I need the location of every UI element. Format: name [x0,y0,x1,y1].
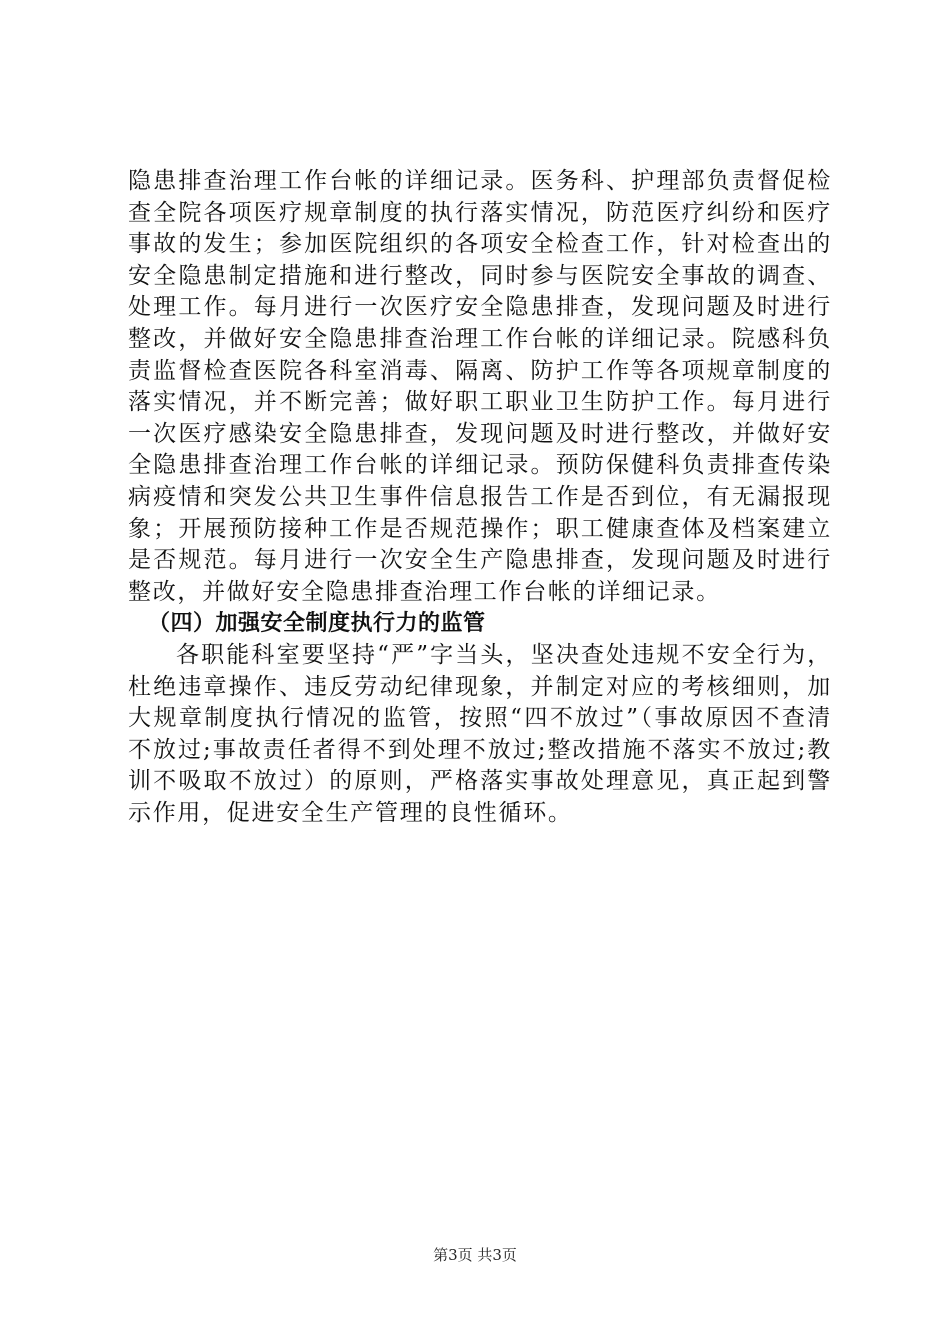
body-paragraph: 隐患排查治理工作台帐的详细记录。医务科、护理部负责督促检查全院各项医疗规章制度的执行落实情况，防范医疗纠纷和医疗事故的发生；参加医院组织的各项安全检查工作，针对检查出的安全隐患制定措施和进行整改，同时参与医院安全事故的调查、处理工作。每月进行一次医疗安全隐患排查，发现问题及时进行整改，并做好安全隐患排查治理工作台帐的详细记录。院感科负责监督检查医院各科室消毒、隔离、防护工作等各项规章制度的落实情况，并不断完善；做好职工职业卫生防护工作。每月进行一次医疗感染安全隐患排查，发现问题及时进行整改，并做好安全隐患排查治理工作台帐的详细记录。预防保健科负责排查传染病疫情和突发公共卫生事件信息报告工作是否到位，有无漏报现象；开展预防接种工作是否规范操作；职工健康查体及档案建立是否规范。每月进行一次安全生产隐患排查，发现问题及时进行整改，并做好安全隐患排查治理工作台帐的详细记录。 [128,168,832,605]
body-paragraph: 各职能科室要坚持“严”字当头，坚决查处违规不安全行为，杜绝违章操作、违反劳动纪律现象，并制定对应的考核细则，加大规章制度执行情况的监管，按照“四不放过”（事故原因不查清不放过;事故责任者得不到处理不放过;整改措施不落实不放过;教训不吸取不放过）的原则，严格落实事故处理意见，真正起到警示作用，促进安全生产管理的良性循环。 [128,641,832,826]
page-footer: 第3页 共3页 [433,1246,517,1264]
document-body [128,166,832,829]
section-heading: （四）加强安全制度执行力的监管 [148,611,486,637]
